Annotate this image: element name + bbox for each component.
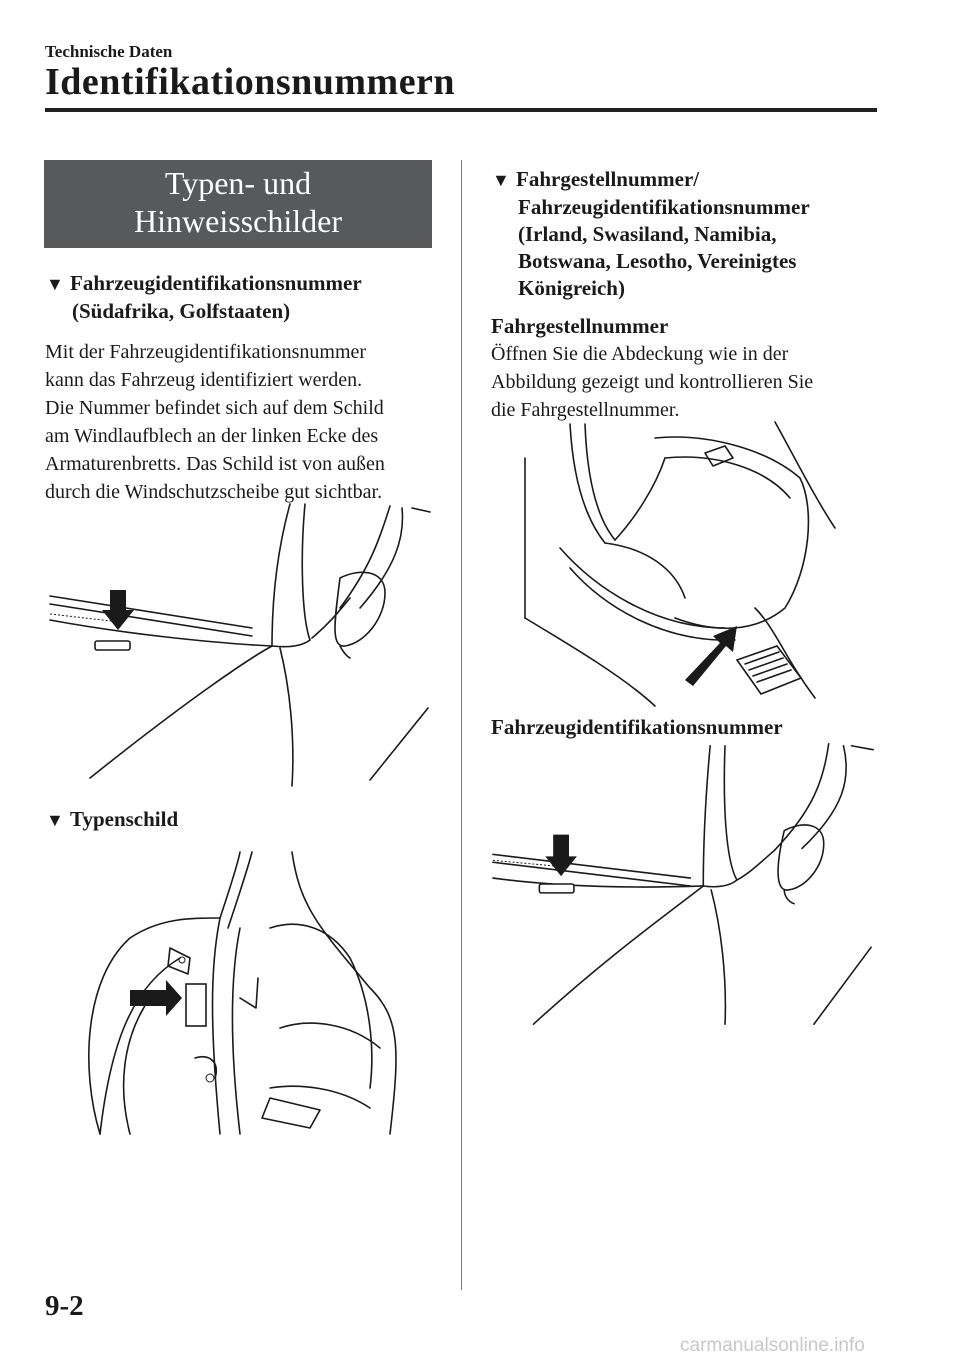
body-line: Die Nummer befindet sich auf dem Schild	[45, 397, 384, 419]
body-line: Öffnen Sie die Abdeckung wie in der	[491, 343, 789, 365]
body-line: Armaturenbretts. Das Schild ist von außen	[45, 453, 385, 475]
subheading-fahrgestellnummer: Fahrgestellnummer	[491, 314, 669, 338]
column-divider	[461, 160, 462, 1290]
watermark: carmanualsonline.info	[680, 1335, 865, 1356]
chassis-body-text	[491, 340, 813, 424]
banner-line-1: Typen- und	[164, 165, 312, 201]
heading-vin-south-africa	[46, 270, 362, 325]
body-line: kann das Fahrzeug identifiziert werden.	[45, 369, 363, 391]
heading-chassis-line-5: Königreich)	[518, 276, 625, 300]
triangle-bullet-icon: ▼	[46, 274, 64, 294]
banner-line-2: Hinweisschilder	[134, 203, 342, 239]
heading-chassis-line-4: Botswana, Lesotho, Vereinigtes	[518, 249, 797, 273]
body-line: durch die Windschutzscheibe gut sichtbar.	[45, 481, 383, 503]
heading-vin-line-1: Fahrzeugidentifikationsnummer	[70, 271, 362, 295]
triangle-bullet-icon: ▼	[46, 810, 64, 830]
heading-chassis-number	[492, 166, 810, 302]
title-rule	[45, 108, 877, 112]
body-line: Mit der Fahrzeugidentifikationsnummer	[45, 341, 367, 363]
vin-body-text	[45, 338, 385, 506]
heading-chassis-line-2: Fahrzeugidentifikationsnummer	[518, 195, 810, 219]
illustration-type-plate	[70, 848, 410, 1138]
page-title: Identifikationsnummern	[45, 61, 456, 103]
heading-typenschild-text: Typenschild	[70, 807, 179, 831]
section-banner	[44, 160, 432, 248]
body-line: Abbildung gezeigt und kontrollieren Sie	[491, 371, 814, 393]
heading-vin-line-2: (Südafrika, Golfstaaten)	[72, 299, 291, 323]
chapter-label: Technische Daten	[45, 42, 173, 61]
heading-chassis-line-3: (Irland, Swasiland, Namibia,	[518, 222, 777, 246]
illustration-vin-windshield-2	[488, 738, 883, 1030]
heading-chassis-line-1: Fahrgestellnummer/	[516, 167, 700, 191]
illustration-chassis-cover	[515, 418, 840, 708]
triangle-bullet-icon: ▼	[492, 170, 510, 190]
page-number: 9-2	[45, 1290, 84, 1322]
heading-typenschild	[46, 806, 178, 834]
body-line: die Fahrgestellnummer.	[491, 399, 680, 421]
body-line: am Windlaufblech an der linken Ecke des	[45, 425, 379, 447]
caption-vin: Fahrzeugidentifikationsnummer	[491, 715, 783, 739]
illustration-vin-windshield	[40, 498, 440, 790]
